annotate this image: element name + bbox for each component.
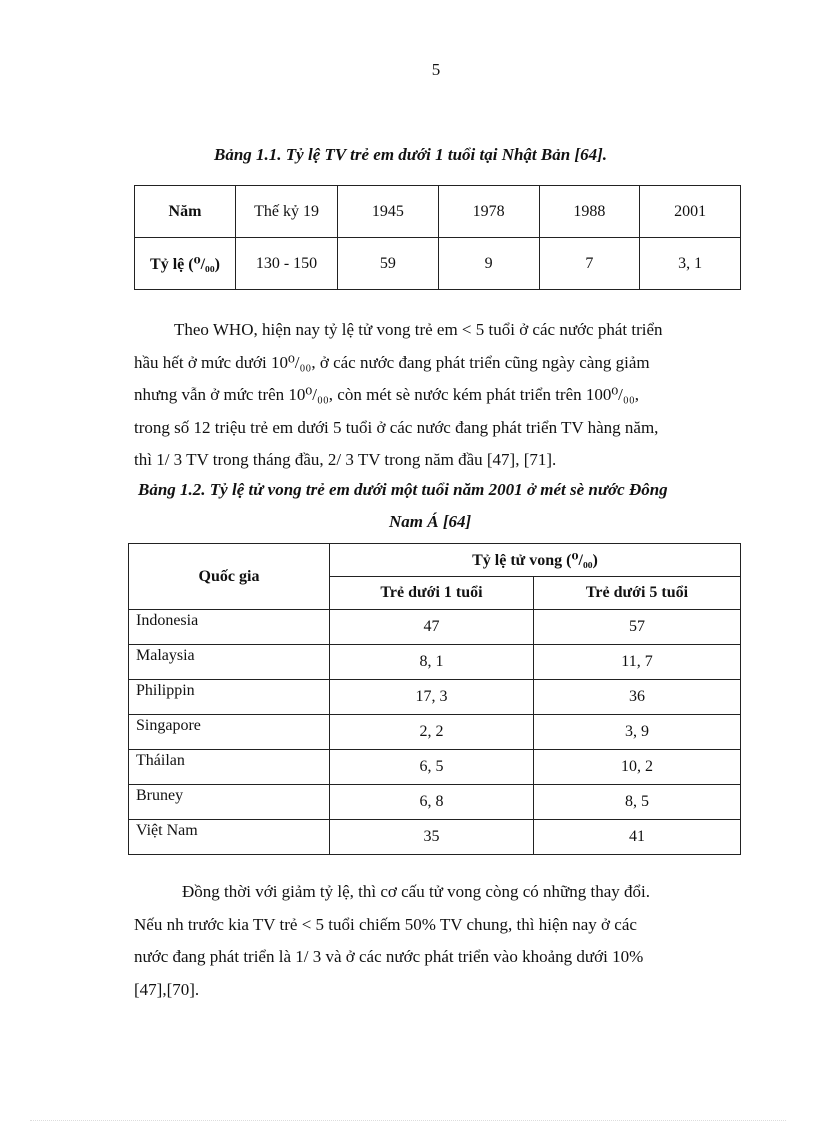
country-cell: Malaysia xyxy=(129,645,330,680)
paragraph-line: thì 1/ 3 TV trong tháng đầu, 2/ 3 TV trong năm đầu [47], [71]. xyxy=(134,450,557,469)
table-cell: 59 xyxy=(338,238,439,290)
table-row xyxy=(135,238,741,290)
table-cell: 1978 xyxy=(438,186,539,238)
paragraph-structure xyxy=(134,876,740,1006)
country-cell: Philippin xyxy=(129,680,330,715)
table-cell: 2, 2 xyxy=(330,715,534,750)
page-number: 5 xyxy=(431,60,441,79)
table-cell: 47 xyxy=(330,610,534,645)
table-cell: 11, 7 xyxy=(534,645,741,680)
table-cell: 3, 9 xyxy=(534,715,741,750)
table-cell: 10, 2 xyxy=(534,750,741,785)
table-row xyxy=(135,186,741,238)
table-cell: 1945 xyxy=(338,186,439,238)
table-cell: 9 xyxy=(438,238,539,290)
country-cell: Tháilan xyxy=(129,750,330,785)
table-row xyxy=(129,610,741,645)
under5-header: Trẻ dưới 5 tuổi xyxy=(534,577,741,610)
mortality-group-header: Tỷ lệ tử vong (⁰/₀₀) xyxy=(330,544,741,577)
under1-header: Trẻ dưới 1 tuổi xyxy=(330,577,534,610)
year-header: Năm xyxy=(135,186,236,238)
paragraph-line: Nếu nh trước kia TV trẻ < 5 tuổi chiếm 50% TV chung, thì hiện nay ở các xyxy=(134,914,637,934)
table1-caption: Bảng 1.1. Tỷ lệ TV trẻ em dưới 1 tuổi tại Nhật Bản [64]. xyxy=(214,145,608,164)
table-row xyxy=(129,680,741,715)
paragraph-line: Theo WHO, hiện nay tỷ lệ tử vong trẻ em < 5 tuổi ở các nước phát triển xyxy=(174,320,663,339)
table-cell: 17, 3 xyxy=(330,680,534,715)
table-cell: 130 - 150 xyxy=(236,238,338,290)
paragraph-line: Đồng thời với giảm tỷ lệ, thì cơ cấu tử vong còng có những thay đổi. xyxy=(182,882,650,901)
table-cell: 57 xyxy=(534,610,741,645)
page-bottom-border xyxy=(30,1120,786,1121)
country-cell: Indonesia xyxy=(129,610,330,645)
paragraph-line: nước đang phát triển là 1/ 3 và ở các nước phát triển vào khoảng dưới 10% xyxy=(134,947,644,966)
table-cell: Thế kỷ 19 xyxy=(236,186,338,238)
table-cell: 35 xyxy=(330,820,534,855)
table2-caption-line2: Nam Á [64] xyxy=(389,512,472,531)
paragraph-line: nhưng vẫn ở mức trên 10⁰/₀₀, còn mét sè nước kém phát triển trên 100⁰/₀₀, xyxy=(134,385,640,404)
table-cell: 6, 5 xyxy=(330,750,534,785)
table-cell: 3, 1 xyxy=(640,238,741,290)
paragraph-who xyxy=(134,314,740,477)
table-mortality-southeast-asia xyxy=(128,543,741,855)
table-row xyxy=(129,645,741,680)
rate-header: Tỷ lệ (⁰/₀₀) xyxy=(135,238,236,290)
table2-caption: Bảng 1.2. Tỷ lệ tử vong trẻ em dưới một tuổi năm 2001 ở mét sè nước Đông xyxy=(138,480,668,499)
table-cell: 8, 1 xyxy=(330,645,534,680)
country-cell: Singapore xyxy=(129,715,330,750)
table-row xyxy=(129,715,741,750)
table-row xyxy=(129,750,741,785)
table-cell: 2001 xyxy=(640,186,741,238)
table-cell: 6, 8 xyxy=(330,785,534,820)
table-cell: 7 xyxy=(539,238,640,290)
table-row xyxy=(129,785,741,820)
table-cell: 1988 xyxy=(539,186,640,238)
table-cell: 41 xyxy=(534,820,741,855)
table-row xyxy=(129,544,741,577)
country-header: Quốc gia xyxy=(129,544,330,610)
table-infant-mortality-japan xyxy=(134,185,741,290)
table-row xyxy=(129,820,741,855)
table-cell: 36 xyxy=(534,680,741,715)
table-cell: 8, 5 xyxy=(534,785,741,820)
paragraph-line: trong số 12 triệu trẻ em dưới 5 tuổi ở các nước đang phát triển TV hàng năm, xyxy=(134,417,659,437)
country-cell: Việt Nam xyxy=(129,820,330,855)
country-cell: Bruney xyxy=(129,785,330,820)
paragraph-line: hầu hết ở mức dưới 10⁰/₀₀, ở các nước đang phát triển cũng ngày càng giảm xyxy=(134,352,650,372)
paragraph-line: [47],[70]. xyxy=(134,979,200,999)
